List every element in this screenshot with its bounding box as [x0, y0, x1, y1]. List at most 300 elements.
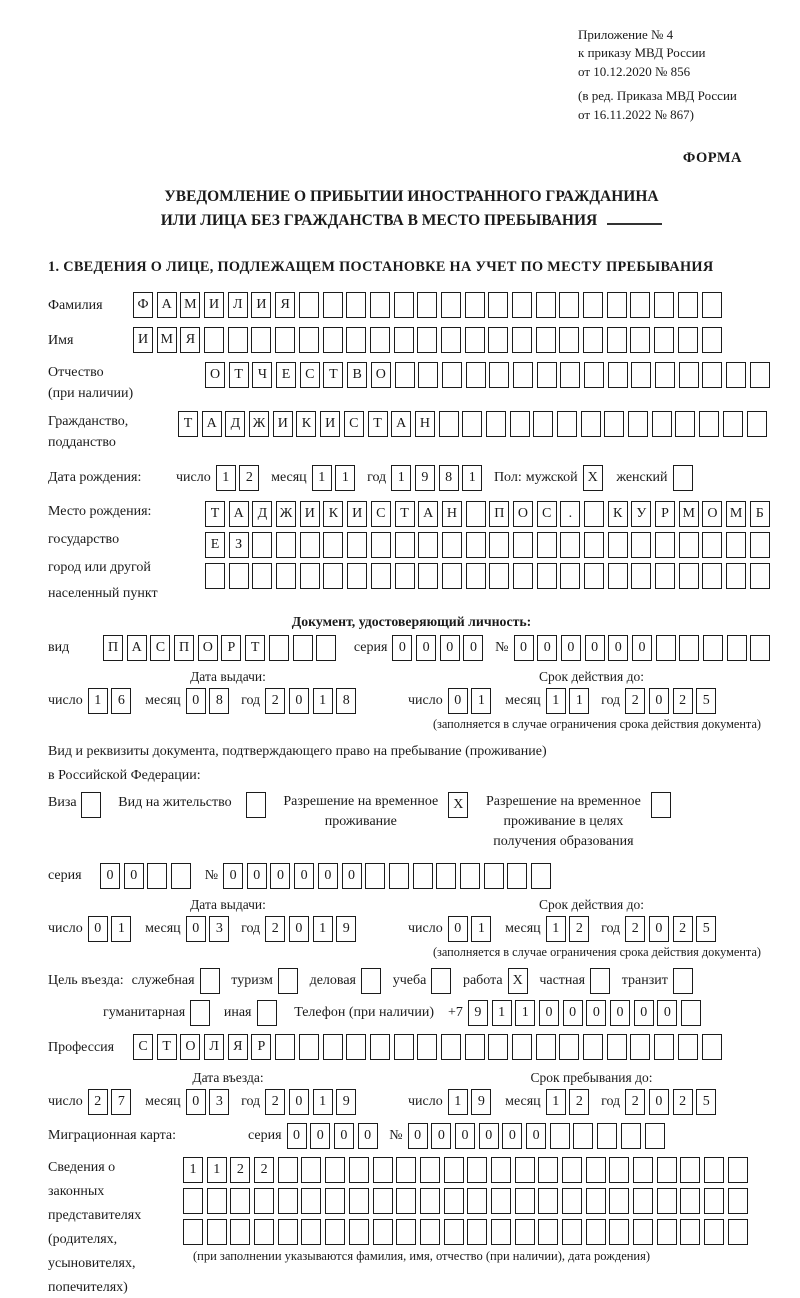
form-cell[interactable]: 1: [546, 688, 566, 714]
form-cell[interactable]: [488, 292, 508, 318]
form-cell[interactable]: 0: [358, 1123, 378, 1149]
form-cell[interactable]: [389, 863, 409, 889]
form-cell[interactable]: 0: [431, 1123, 451, 1149]
form-cell[interactable]: 0: [310, 1123, 330, 1149]
form-cell[interactable]: [413, 863, 433, 889]
form-cell[interactable]: О: [198, 635, 218, 661]
form-cell[interactable]: [631, 362, 651, 388]
form-cell[interactable]: [229, 563, 249, 589]
form-cell[interactable]: [633, 1157, 653, 1183]
form-cell[interactable]: 0: [448, 916, 468, 942]
form-cell[interactable]: [230, 1219, 250, 1245]
form-cell[interactable]: З: [229, 532, 249, 558]
form-cell[interactable]: 5: [696, 916, 716, 942]
form-cell[interactable]: Т: [323, 362, 343, 388]
form-cell[interactable]: [349, 1188, 369, 1214]
form-cell[interactable]: [537, 362, 557, 388]
form-cell[interactable]: [583, 327, 603, 353]
form-cell[interactable]: [269, 635, 289, 661]
form-cell[interactable]: [630, 327, 650, 353]
form-cell[interactable]: 0: [463, 635, 483, 661]
form-cell[interactable]: [361, 968, 381, 994]
form-cell[interactable]: [723, 411, 743, 437]
form-cell[interactable]: [573, 1123, 593, 1149]
form-cell[interactable]: [299, 292, 319, 318]
form-cell[interactable]: 2: [673, 916, 693, 942]
form-cell[interactable]: [512, 292, 532, 318]
form-cell[interactable]: [608, 362, 628, 388]
form-cell[interactable]: [395, 532, 415, 558]
form-cell[interactable]: [207, 1188, 227, 1214]
form-cell[interactable]: [536, 292, 556, 318]
form-cell[interactable]: [365, 863, 385, 889]
form-cell[interactable]: [254, 1219, 274, 1245]
form-cell[interactable]: [679, 532, 699, 558]
form-cell[interactable]: [609, 1188, 629, 1214]
form-cell[interactable]: [323, 563, 343, 589]
form-cell[interactable]: [418, 362, 438, 388]
form-cell[interactable]: [513, 362, 533, 388]
form-cell[interactable]: 9: [336, 916, 356, 942]
form-cell[interactable]: [513, 563, 533, 589]
form-cell[interactable]: [460, 863, 480, 889]
form-cell[interactable]: [442, 362, 462, 388]
form-cell[interactable]: 7: [111, 1089, 131, 1115]
form-cell[interactable]: А: [391, 411, 411, 437]
form-cell[interactable]: [205, 563, 225, 589]
form-cell[interactable]: 0: [514, 635, 534, 661]
form-cell[interactable]: 0: [287, 1123, 307, 1149]
form-cell[interactable]: [491, 1188, 511, 1214]
form-cell[interactable]: [728, 1219, 748, 1245]
form-cell[interactable]: 1: [492, 1000, 512, 1026]
form-cell[interactable]: [325, 1157, 345, 1183]
form-cell[interactable]: [704, 1188, 724, 1214]
form-cell[interactable]: [465, 327, 485, 353]
form-cell[interactable]: [278, 1219, 298, 1245]
form-cell[interactable]: [584, 501, 604, 527]
form-cell[interactable]: [727, 635, 747, 661]
form-cell[interactable]: [254, 1188, 274, 1214]
form-cell[interactable]: [584, 532, 604, 558]
form-cell[interactable]: [590, 968, 610, 994]
form-cell[interactable]: [373, 1157, 393, 1183]
form-cell[interactable]: [609, 1157, 629, 1183]
form-cell[interactable]: 0: [539, 1000, 559, 1026]
form-cell[interactable]: [466, 532, 486, 558]
form-cell[interactable]: [657, 1188, 677, 1214]
form-cell[interactable]: 0: [537, 635, 557, 661]
form-cell[interactable]: [633, 1188, 653, 1214]
form-cell[interactable]: [325, 1219, 345, 1245]
form-cell[interactable]: [675, 411, 695, 437]
form-cell[interactable]: У: [631, 501, 651, 527]
form-cell[interactable]: [300, 563, 320, 589]
form-cell[interactable]: [604, 411, 624, 437]
form-cell[interactable]: А: [202, 411, 222, 437]
form-cell[interactable]: [607, 327, 627, 353]
form-cell[interactable]: [299, 1034, 319, 1060]
form-cell[interactable]: [537, 532, 557, 558]
form-cell[interactable]: [655, 532, 675, 558]
form-cell[interactable]: Ч: [252, 362, 272, 388]
form-cell[interactable]: .: [560, 501, 580, 527]
form-cell[interactable]: 0: [657, 1000, 677, 1026]
form-cell[interactable]: Т: [157, 1034, 177, 1060]
form-cell[interactable]: [584, 362, 604, 388]
form-cell[interactable]: [488, 327, 508, 353]
form-cell[interactable]: Р: [251, 1034, 271, 1060]
form-cell[interactable]: И: [133, 327, 153, 353]
form-cell[interactable]: [597, 1123, 617, 1149]
form-cell[interactable]: [726, 362, 746, 388]
form-cell[interactable]: 0: [455, 1123, 475, 1149]
form-cell[interactable]: 2: [265, 1089, 285, 1115]
form-cell[interactable]: [680, 1157, 700, 1183]
form-cell[interactable]: С: [371, 501, 391, 527]
form-cell[interactable]: [417, 292, 437, 318]
form-cell[interactable]: [370, 327, 390, 353]
form-cell[interactable]: [489, 532, 509, 558]
form-cell[interactable]: 0: [563, 1000, 583, 1026]
form-cell[interactable]: [251, 327, 271, 353]
form-cell[interactable]: [704, 1157, 724, 1183]
form-cell[interactable]: [681, 1000, 701, 1026]
form-cell[interactable]: [467, 1188, 487, 1214]
form-cell[interactable]: [466, 362, 486, 388]
form-cell[interactable]: 0: [186, 916, 206, 942]
form-cell[interactable]: О: [371, 362, 391, 388]
form-cell[interactable]: [441, 1034, 461, 1060]
form-cell[interactable]: [275, 1034, 295, 1060]
form-cell[interactable]: [679, 362, 699, 388]
form-cell[interactable]: [536, 1034, 556, 1060]
form-cell[interactable]: [183, 1188, 203, 1214]
form-cell[interactable]: Р: [221, 635, 241, 661]
form-cell[interactable]: 9: [471, 1089, 491, 1115]
form-cell[interactable]: [420, 1219, 440, 1245]
form-cell[interactable]: 0: [649, 688, 669, 714]
form-cell[interactable]: [431, 968, 451, 994]
form-cell[interactable]: [630, 292, 650, 318]
form-cell[interactable]: С: [300, 362, 320, 388]
form-cell[interactable]: [275, 327, 295, 353]
form-cell[interactable]: [441, 292, 461, 318]
form-cell[interactable]: [728, 1188, 748, 1214]
form-cell[interactable]: [395, 563, 415, 589]
form-cell[interactable]: С: [133, 1034, 153, 1060]
form-cell[interactable]: [81, 792, 101, 818]
form-cell[interactable]: 1: [391, 465, 411, 491]
form-cell[interactable]: 0: [289, 1089, 309, 1115]
form-cell[interactable]: [673, 465, 693, 491]
form-cell[interactable]: [373, 1219, 393, 1245]
form-cell[interactable]: 0: [334, 1123, 354, 1149]
form-cell[interactable]: Т: [368, 411, 388, 437]
form-cell[interactable]: Ж: [276, 501, 296, 527]
form-cell[interactable]: 1: [207, 1157, 227, 1183]
form-cell[interactable]: 1: [546, 916, 566, 942]
form-cell[interactable]: [278, 1188, 298, 1214]
form-cell[interactable]: [537, 563, 557, 589]
form-cell[interactable]: [349, 1219, 369, 1245]
form-cell[interactable]: 2: [625, 1089, 645, 1115]
form-cell[interactable]: 1: [88, 688, 108, 714]
form-cell[interactable]: [346, 292, 366, 318]
form-cell[interactable]: [703, 635, 723, 661]
form-cell[interactable]: 2: [239, 465, 259, 491]
form-cell[interactable]: [276, 563, 296, 589]
form-cell[interactable]: 2: [569, 916, 589, 942]
form-cell[interactable]: 1: [183, 1157, 203, 1183]
form-cell[interactable]: [467, 1219, 487, 1245]
form-cell[interactable]: 2: [254, 1157, 274, 1183]
form-cell[interactable]: [370, 292, 390, 318]
form-cell[interactable]: X: [448, 792, 468, 818]
form-cell[interactable]: [607, 1034, 627, 1060]
form-cell[interactable]: И: [300, 501, 320, 527]
form-cell[interactable]: Л: [204, 1034, 224, 1060]
form-cell[interactable]: [293, 635, 313, 661]
form-cell[interactable]: [747, 411, 767, 437]
form-cell[interactable]: [515, 1188, 535, 1214]
form-cell[interactable]: [394, 292, 414, 318]
form-cell[interactable]: 1: [313, 1089, 333, 1115]
form-cell[interactable]: [301, 1188, 321, 1214]
form-cell[interactable]: [200, 968, 220, 994]
form-cell[interactable]: 8: [439, 465, 459, 491]
form-cell[interactable]: [323, 327, 343, 353]
form-cell[interactable]: [512, 1034, 532, 1060]
form-cell[interactable]: [420, 1157, 440, 1183]
form-cell[interactable]: [654, 292, 674, 318]
form-cell[interactable]: Т: [229, 362, 249, 388]
form-cell[interactable]: [486, 411, 506, 437]
form-cell[interactable]: [278, 968, 298, 994]
form-cell[interactable]: 2: [673, 1089, 693, 1115]
form-cell[interactable]: [466, 501, 486, 527]
form-cell[interactable]: Т: [395, 501, 415, 527]
form-cell[interactable]: [584, 563, 604, 589]
form-cell[interactable]: [491, 1219, 511, 1245]
form-cell[interactable]: 2: [673, 688, 693, 714]
form-cell[interactable]: [750, 532, 770, 558]
form-cell[interactable]: [702, 532, 722, 558]
form-cell[interactable]: М: [726, 501, 746, 527]
form-cell[interactable]: [652, 411, 672, 437]
form-cell[interactable]: 1: [471, 688, 491, 714]
form-cell[interactable]: [630, 1034, 650, 1060]
form-cell[interactable]: [484, 863, 504, 889]
form-cell[interactable]: 0: [392, 635, 412, 661]
form-cell[interactable]: [628, 411, 648, 437]
form-cell[interactable]: 0: [610, 1000, 630, 1026]
form-cell[interactable]: [418, 532, 438, 558]
form-cell[interactable]: [680, 1188, 700, 1214]
form-cell[interactable]: [750, 563, 770, 589]
form-cell[interactable]: 0: [608, 635, 628, 661]
form-cell[interactable]: С: [344, 411, 364, 437]
form-cell[interactable]: М: [157, 327, 177, 353]
form-cell[interactable]: 0: [649, 916, 669, 942]
form-cell[interactable]: 0: [440, 635, 460, 661]
form-cell[interactable]: О: [702, 501, 722, 527]
form-cell[interactable]: [371, 563, 391, 589]
form-cell[interactable]: [441, 327, 461, 353]
form-cell[interactable]: [657, 1157, 677, 1183]
form-cell[interactable]: [559, 327, 579, 353]
form-cell[interactable]: 2: [265, 916, 285, 942]
form-cell[interactable]: [726, 532, 746, 558]
form-cell[interactable]: [651, 792, 671, 818]
form-cell[interactable]: [489, 563, 509, 589]
form-cell[interactable]: [488, 1034, 508, 1060]
form-cell[interactable]: 1: [462, 465, 482, 491]
form-cell[interactable]: [538, 1219, 558, 1245]
form-cell[interactable]: [531, 863, 551, 889]
form-cell[interactable]: [394, 1034, 414, 1060]
form-cell[interactable]: Е: [205, 532, 225, 558]
form-cell[interactable]: [702, 292, 722, 318]
form-cell[interactable]: 0: [289, 916, 309, 942]
form-cell[interactable]: 1: [546, 1089, 566, 1115]
form-cell[interactable]: [657, 1219, 677, 1245]
form-cell[interactable]: [323, 292, 343, 318]
form-cell[interactable]: [609, 1219, 629, 1245]
form-cell[interactable]: И: [251, 292, 271, 318]
form-cell[interactable]: [608, 532, 628, 558]
form-cell[interactable]: [538, 1157, 558, 1183]
form-cell[interactable]: 0: [408, 1123, 428, 1149]
form-cell[interactable]: [465, 1034, 485, 1060]
form-cell[interactable]: [252, 563, 272, 589]
form-cell[interactable]: [583, 292, 603, 318]
form-cell[interactable]: Д: [252, 501, 272, 527]
form-cell[interactable]: [147, 863, 167, 889]
form-cell[interactable]: 0: [186, 1089, 206, 1115]
form-cell[interactable]: [678, 292, 698, 318]
form-cell[interactable]: [680, 1219, 700, 1245]
form-cell[interactable]: [726, 563, 746, 589]
form-cell[interactable]: А: [127, 635, 147, 661]
form-cell[interactable]: [750, 635, 770, 661]
form-cell[interactable]: [371, 532, 391, 558]
form-cell[interactable]: 8: [209, 688, 229, 714]
form-cell[interactable]: [586, 1188, 606, 1214]
form-cell[interactable]: Б: [750, 501, 770, 527]
form-cell[interactable]: [346, 1034, 366, 1060]
form-cell[interactable]: С: [150, 635, 170, 661]
form-cell[interactable]: 0: [448, 688, 468, 714]
form-cell[interactable]: 0: [124, 863, 144, 889]
form-cell[interactable]: 0: [318, 863, 338, 889]
form-cell[interactable]: [207, 1219, 227, 1245]
form-cell[interactable]: [246, 792, 266, 818]
form-cell[interactable]: [750, 362, 770, 388]
form-cell[interactable]: [631, 532, 651, 558]
form-cell[interactable]: 0: [479, 1123, 499, 1149]
form-cell[interactable]: 5: [696, 1089, 716, 1115]
form-cell[interactable]: [442, 532, 462, 558]
form-cell[interactable]: [655, 362, 675, 388]
form-cell[interactable]: П: [489, 501, 509, 527]
form-cell[interactable]: [654, 1034, 674, 1060]
form-cell[interactable]: [562, 1219, 582, 1245]
form-cell[interactable]: [536, 327, 556, 353]
form-cell[interactable]: 0: [270, 863, 290, 889]
form-cell[interactable]: 1: [335, 465, 355, 491]
form-cell[interactable]: 1: [515, 1000, 535, 1026]
form-cell[interactable]: М: [679, 501, 699, 527]
form-cell[interactable]: [444, 1219, 464, 1245]
form-cell[interactable]: Т: [205, 501, 225, 527]
form-cell[interactable]: Д: [225, 411, 245, 437]
form-cell[interactable]: [418, 563, 438, 589]
form-cell[interactable]: 0: [342, 863, 362, 889]
form-cell[interactable]: [316, 635, 336, 661]
form-cell[interactable]: О: [180, 1034, 200, 1060]
form-cell[interactable]: 2: [569, 1089, 589, 1115]
form-cell[interactable]: Р: [655, 501, 675, 527]
form-cell[interactable]: [396, 1188, 416, 1214]
form-cell[interactable]: 1: [313, 688, 333, 714]
form-cell[interactable]: Т: [178, 411, 198, 437]
form-cell[interactable]: [257, 1000, 277, 1026]
form-cell[interactable]: [394, 327, 414, 353]
form-cell[interactable]: [608, 563, 628, 589]
form-cell[interactable]: [347, 563, 367, 589]
form-cell[interactable]: 1: [312, 465, 332, 491]
form-cell[interactable]: [583, 1034, 603, 1060]
form-cell[interactable]: 2: [265, 688, 285, 714]
form-cell[interactable]: Т: [245, 635, 265, 661]
form-cell[interactable]: [204, 327, 224, 353]
form-cell[interactable]: [171, 863, 191, 889]
form-cell[interactable]: [607, 292, 627, 318]
form-cell[interactable]: 1: [471, 916, 491, 942]
form-cell[interactable]: [557, 411, 577, 437]
form-cell[interactable]: 1: [111, 916, 131, 942]
form-cell[interactable]: 1: [569, 688, 589, 714]
form-cell[interactable]: 0: [100, 863, 120, 889]
form-cell[interactable]: [702, 563, 722, 589]
form-cell[interactable]: [678, 1034, 698, 1060]
form-cell[interactable]: 0: [223, 863, 243, 889]
form-cell[interactable]: 0: [649, 1089, 669, 1115]
form-cell[interactable]: 9: [336, 1089, 356, 1115]
form-cell[interactable]: [510, 411, 530, 437]
form-cell[interactable]: О: [205, 362, 225, 388]
form-cell[interactable]: [631, 563, 651, 589]
form-cell[interactable]: [417, 327, 437, 353]
form-cell[interactable]: [252, 532, 272, 558]
form-cell[interactable]: [370, 1034, 390, 1060]
form-cell[interactable]: [444, 1188, 464, 1214]
form-cell[interactable]: [621, 1123, 641, 1149]
form-cell[interactable]: И: [347, 501, 367, 527]
form-cell[interactable]: А: [229, 501, 249, 527]
form-cell[interactable]: [550, 1123, 570, 1149]
form-cell[interactable]: Л: [228, 292, 248, 318]
form-cell[interactable]: С: [537, 501, 557, 527]
form-cell[interactable]: [347, 532, 367, 558]
form-cell[interactable]: О: [513, 501, 533, 527]
form-cell[interactable]: В: [347, 362, 367, 388]
form-cell[interactable]: [396, 1157, 416, 1183]
form-cell[interactable]: [702, 362, 722, 388]
form-cell[interactable]: 0: [294, 863, 314, 889]
form-cell[interactable]: К: [608, 501, 628, 527]
